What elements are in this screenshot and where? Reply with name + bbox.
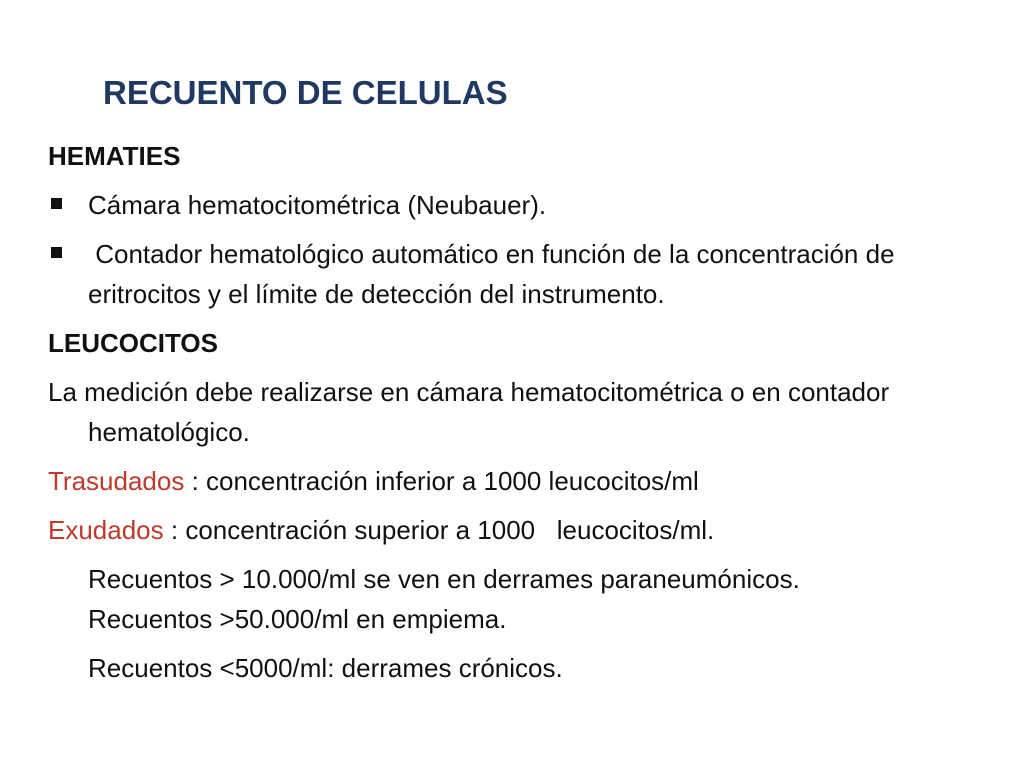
bullet-text: Cámara hematocitométrica (Neubauer). (88, 190, 547, 220)
slide-title: RECUENTO DE CELULAS (103, 74, 508, 111)
square-bullet-icon (51, 198, 62, 209)
recuento-line: Recuentos > 10.000/ml se ven en derrames paraneumónicos. (88, 564, 800, 594)
exudados-line (48, 510, 978, 550)
trasudados-line (48, 461, 978, 501)
trasudados-label: Trasudados (48, 466, 185, 496)
hematies-heading: HEMATIES (48, 141, 181, 171)
exudados-text: : concentración superior a 1000 leucocitos/ml. (163, 515, 715, 545)
recuento-line: Recuentos <5000/ml: derrames crónicos. (88, 653, 563, 683)
bullet-item (48, 234, 978, 314)
exudados-label: Exudados (48, 515, 164, 545)
square-bullet-icon (51, 247, 62, 258)
leucocitos-heading: LEUCOCITOS (48, 328, 218, 358)
recuentos-block (48, 559, 978, 639)
bullet-item (48, 185, 978, 225)
bullet-text: Contador hematológico automático en función de la concentración de eritrocitos y el límite de detección del instrumento. (88, 239, 902, 309)
recuento-line: Recuentos >50.000/ml en empiema. (88, 604, 507, 634)
leucocitos-text: La medición debe realizarse en cámara hematocitométrica o en contador hematológico. (48, 377, 890, 447)
trasudados-text: : concentración inferior a 1000 leucocitos/ml (184, 466, 699, 496)
slide-content (48, 136, 978, 697)
